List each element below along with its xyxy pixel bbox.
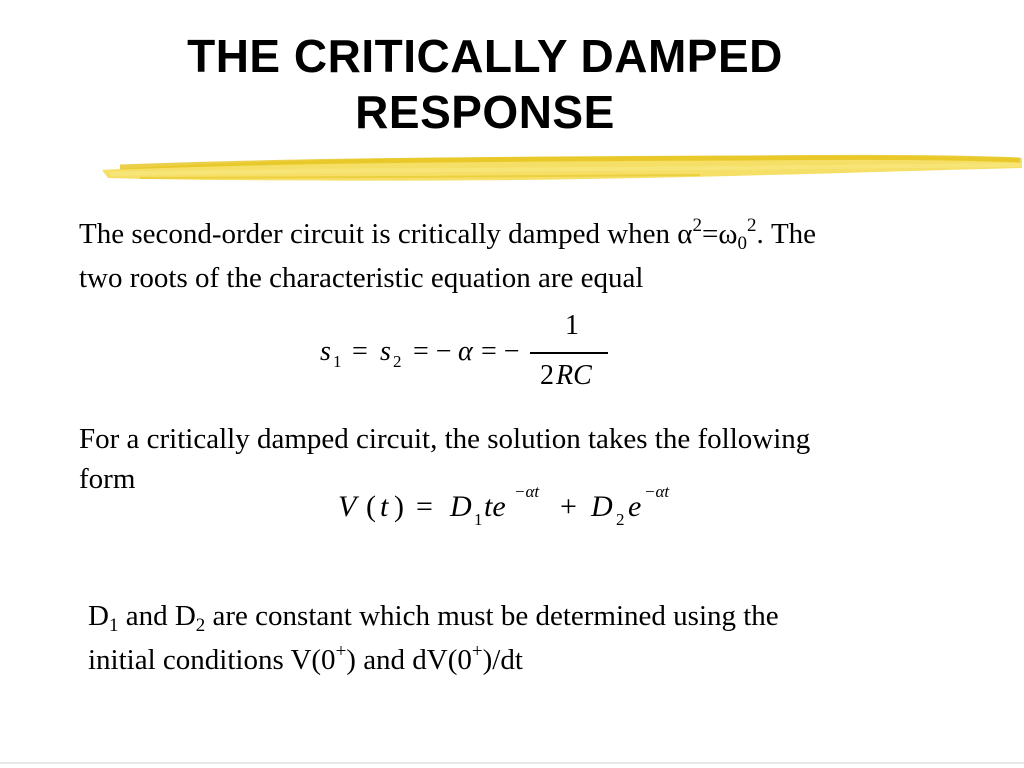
subscript-2: 2 xyxy=(195,615,206,636)
fraction-numerator: 1 xyxy=(565,310,579,341)
alpha-var: α xyxy=(458,336,473,367)
d1-text: D xyxy=(88,600,109,632)
highlighter-brush-stroke xyxy=(100,148,1024,188)
e-var: e xyxy=(628,490,642,523)
conditions-text-b: ) and dV(0 xyxy=(346,644,472,676)
superscript-2: 2 xyxy=(746,215,757,236)
exponent-1: −αt xyxy=(514,482,540,501)
plus-sign: + xyxy=(560,490,577,523)
equals-sign: = xyxy=(416,490,433,523)
denominator-number: 2 xyxy=(540,360,554,391)
open-paren: ( xyxy=(366,490,376,523)
intro-paragraph xyxy=(79,214,979,298)
close-paren: ) xyxy=(394,490,404,523)
d2-subscript: 2 xyxy=(616,510,625,529)
v-var: V xyxy=(338,490,357,523)
intro-line-2: two roots of the characteristic equation are equal xyxy=(79,262,644,294)
equals-sign: = xyxy=(352,336,368,367)
s1-var: s xyxy=(320,336,331,367)
solution-line-2: form xyxy=(79,463,136,495)
superscript-plus: + xyxy=(335,641,347,662)
superscript-2: 2 xyxy=(692,215,702,236)
exponent-2: −αt xyxy=(644,482,670,501)
solution-equation xyxy=(336,482,706,536)
subscript-1: 1 xyxy=(108,615,119,636)
d1-var: D xyxy=(450,490,472,523)
constants-text: are constant which must be determined using the xyxy=(205,600,779,632)
te-var: te xyxy=(484,490,506,523)
subscript-0: 0 xyxy=(737,233,747,254)
s2-subscript: 2 xyxy=(393,352,402,371)
intro-text: The second-order circuit is critically damped when xyxy=(79,218,678,250)
intro-text-end: . The xyxy=(756,218,817,250)
s2-var: s xyxy=(380,336,391,367)
conditions-text-a: initial conditions V(0 xyxy=(88,644,336,676)
equals-minus: = − xyxy=(413,336,452,367)
fraction-bar xyxy=(530,352,608,354)
alpha-symbol: α xyxy=(677,218,693,250)
conditions-text-c: )/dt xyxy=(482,644,523,676)
and-d-text: and D xyxy=(118,600,196,632)
title-line-2: RESPONSE xyxy=(355,86,615,138)
denominator-rc: RC xyxy=(556,360,592,391)
equals-minus: = − xyxy=(481,336,520,367)
d2-var: D xyxy=(591,490,613,523)
solution-line-1: For a critically damped circuit, the solution takes the following xyxy=(79,423,811,455)
s1-subscript: 1 xyxy=(333,352,342,371)
title-line-1: THE CRITICALLY DAMPED xyxy=(187,30,783,82)
omega-symbol: ω xyxy=(718,218,738,250)
d1-subscript: 1 xyxy=(474,510,483,529)
t-var: t xyxy=(380,490,389,523)
superscript-plus: + xyxy=(471,641,483,662)
equals-sign: = xyxy=(702,218,719,250)
slide-title xyxy=(60,28,910,140)
roots-equation xyxy=(318,312,638,402)
bottom-divider xyxy=(0,762,1024,764)
constants-paragraph xyxy=(88,596,988,684)
